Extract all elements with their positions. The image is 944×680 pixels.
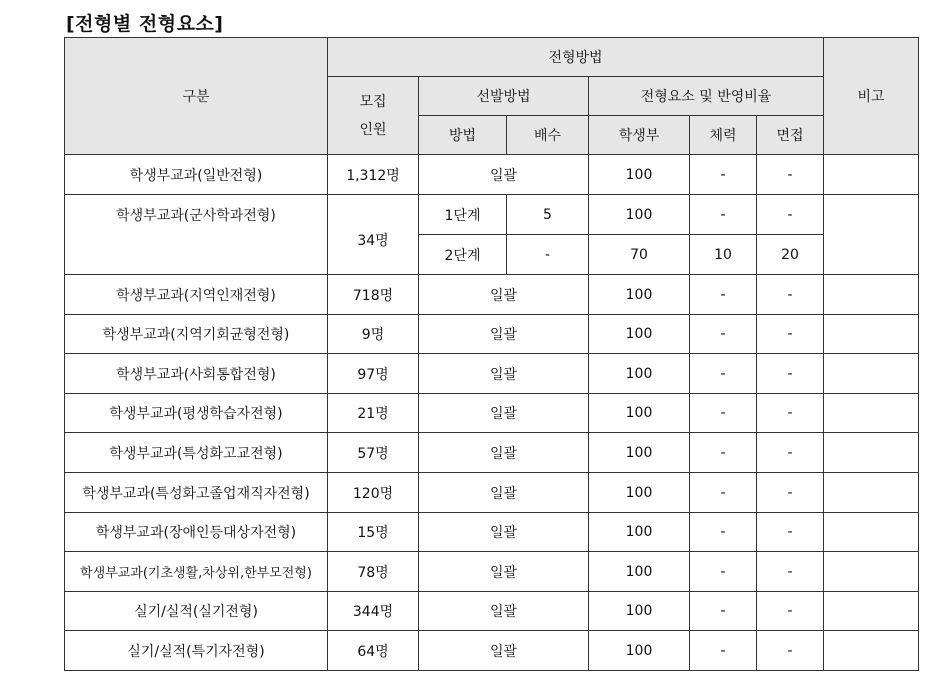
row-quota: 1,312명 [328,155,419,195]
row-how: 일괄 [419,155,589,195]
row-how: 일괄 [419,631,589,671]
row-interview: - [757,473,824,513]
stage-how: 1단계 [419,195,507,235]
table-row [65,513,919,552]
row-name: 학생부교과(지역기회균형전형) [65,315,328,354]
row-interview: - [757,315,824,354]
row-remarks [824,473,919,513]
row-fitness: - [690,155,757,195]
row-fitness: - [690,592,757,631]
table-row [65,354,919,394]
row-quota: 78명 [328,552,419,592]
row-quota: 15명 [328,513,419,552]
row-how: 일괄 [419,394,589,433]
row-fitness: - [690,552,757,592]
row-quota: 21명 [328,394,419,433]
row-record: 100 [589,354,690,394]
header-selection: 선발방법 [419,77,589,116]
row-name: 실기/실적(실기전형) [65,592,328,631]
row-fitness: - [690,473,757,513]
row-how: 일괄 [419,433,589,473]
stage-interview: - [757,195,824,235]
header-quota-line1: 모집 [359,93,387,110]
row-record: 100 [589,552,690,592]
header-factors: 전형요소 및 반영비율 [589,77,824,116]
stage-record: 100 [589,195,690,235]
row-quota: 9명 [328,315,419,354]
header-method: 전형방법 [328,38,824,77]
row-record: 100 [589,155,690,195]
header-quota [328,77,419,155]
row-remarks [824,394,919,433]
row-interview: - [757,592,824,631]
table-row [65,631,919,671]
table-row [65,473,919,513]
screening-elements-table [64,37,919,671]
row-name: 실기/실적(특기자전형) [65,631,328,671]
row-interview: - [757,275,824,315]
stage-how: 2단계 [419,235,507,275]
row-record: 100 [589,394,690,433]
row-remarks [824,155,919,195]
table-row [65,195,919,235]
row-record: 100 [589,433,690,473]
row-fitness: - [690,394,757,433]
row-fitness: - [690,315,757,354]
row-remarks [824,433,919,473]
row-interview: - [757,631,824,671]
row-remarks [824,552,919,592]
row-fitness: - [690,354,757,394]
row-quota: 97명 [328,354,419,394]
row-how: 일괄 [419,275,589,315]
row-how: 일괄 [419,592,589,631]
stage-fitness: 10 [690,235,757,275]
row-interview: - [757,354,824,394]
row-name: 학생부교과(군사학과전형) [65,195,328,275]
row-record: 100 [589,592,690,631]
row-quota: 34명 [328,195,419,275]
row-how: 일괄 [419,473,589,513]
stage-multiple: - [507,235,589,275]
table-row [65,433,919,473]
header-how: 방법 [419,116,507,155]
header-category: 구분 [65,38,328,155]
row-interview: - [757,513,824,552]
header-interview: 면접 [757,116,824,155]
row-quota: 64명 [328,631,419,671]
row-interview: - [757,433,824,473]
header-record: 학생부 [589,116,690,155]
row-how: 일괄 [419,315,589,354]
row-fitness: - [690,433,757,473]
row-record: 100 [589,315,690,354]
row-fitness: - [690,275,757,315]
row-quota: 718명 [328,275,419,315]
row-interview: - [757,155,824,195]
row-record: 100 [589,631,690,671]
row-name: 학생부교과(일반전형) [65,155,328,195]
row-name: 학생부교과(지역인재전형) [65,275,328,315]
table-row [65,394,919,433]
stage-multiple: 5 [507,195,589,235]
header-fitness: 체력 [690,116,757,155]
row-record: 100 [589,513,690,552]
row-remarks [824,275,919,315]
row-name: 학생부교과(기초생활,차상위,한부모전형) [65,552,328,592]
row-remarks [824,315,919,354]
row-fitness: - [690,513,757,552]
row-record: 100 [589,473,690,513]
row-remarks [824,631,919,671]
row-remarks [824,513,919,552]
header-remarks: 비고 [824,38,919,155]
header-multiple: 배수 [507,116,589,155]
stage-fitness: - [690,195,757,235]
table-row [65,155,919,195]
row-interview: - [757,394,824,433]
row-how: 일괄 [419,513,589,552]
row-quota: 120명 [328,473,419,513]
row-quota: 344명 [328,592,419,631]
table-row [65,275,919,315]
row-record: 100 [589,275,690,315]
row-how: 일괄 [419,354,589,394]
row-remarks [824,195,919,275]
table-row [65,592,919,631]
row-remarks [824,592,919,631]
stage-interview: 20 [757,235,824,275]
row-interview: - [757,552,824,592]
header-quota-line2: 인원 [359,121,387,138]
row-fitness: - [690,631,757,671]
stage-record: 70 [589,235,690,275]
table-row [65,552,919,592]
section-heading: [전형별 전형요소] [66,13,224,35]
row-quota: 57명 [328,433,419,473]
row-name: 학생부교과(평생학습자전형) [65,394,328,433]
row-name: 학생부교과(사회통합전형) [65,354,328,394]
row-how: 일괄 [419,552,589,592]
row-name: 학생부교과(특성화고교전형) [65,433,328,473]
row-name: 학생부교과(특성화고졸업재직자전형) [65,473,328,513]
table-row [65,315,919,354]
row-name: 학생부교과(장애인등대상자전형) [65,513,328,552]
row-remarks [824,354,919,394]
